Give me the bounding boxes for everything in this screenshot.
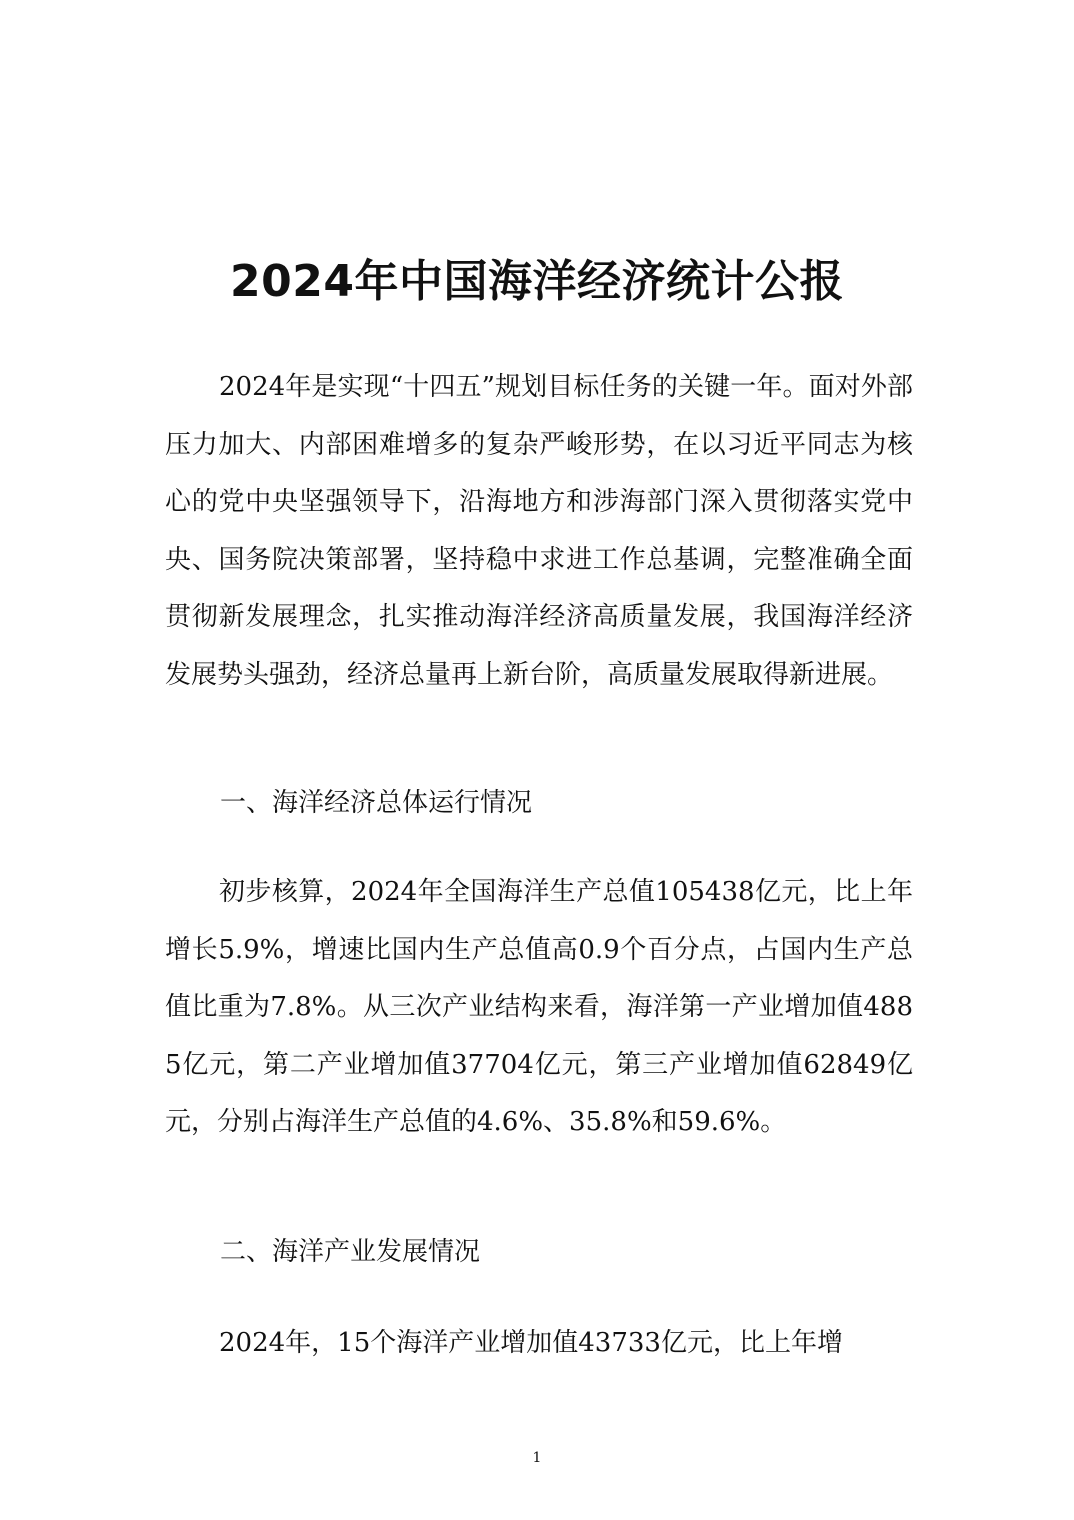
- page-number: 1: [532, 1450, 542, 1466]
- intro-paragraph: 2024年是实现“十四五”规划目标任务的关键一年。面对外部压力加大、内部困难增多的复杂严峻形势，在以习近平同志为核心的党中央坚强领导下，沿海地方和涉海部门深入贯彻落实党中央、国务院决策部署，坚持稳中求进工作总基调，完整准确全面贯彻新发展理念，扎实推动海洋经济高质量发展，我国海洋经济发展势头强劲，经济总量再上新台阶，高质量发展取得新进展。: [165, 372, 913, 690]
- section-heading-overall: 一、海洋经济总体运行情况: [220, 788, 533, 818]
- section-heading-industry: 二、海洋产业发展情况: [220, 1237, 481, 1267]
- industry-paragraph: 2024年，15个海洋产业增加值43733亿元，比上年增: [219, 1328, 843, 1358]
- overall-paragraph: 初步核算，2024年全国海洋生产总值105438亿元，比上年增长5.9%，增速比国内生产总值高0.9个百分点，占国内生产总值比重为7.8%。从三次产业结构来看，海洋第一产业增加值4885亿元，第二产业增加值37704亿元，第三产业增加值62849亿元，分别占海洋生产总值的4.6%、35.8%和59.6%。: [165, 877, 913, 1137]
- document-title: 2024年中国海洋经济统计公报: [230, 256, 844, 307]
